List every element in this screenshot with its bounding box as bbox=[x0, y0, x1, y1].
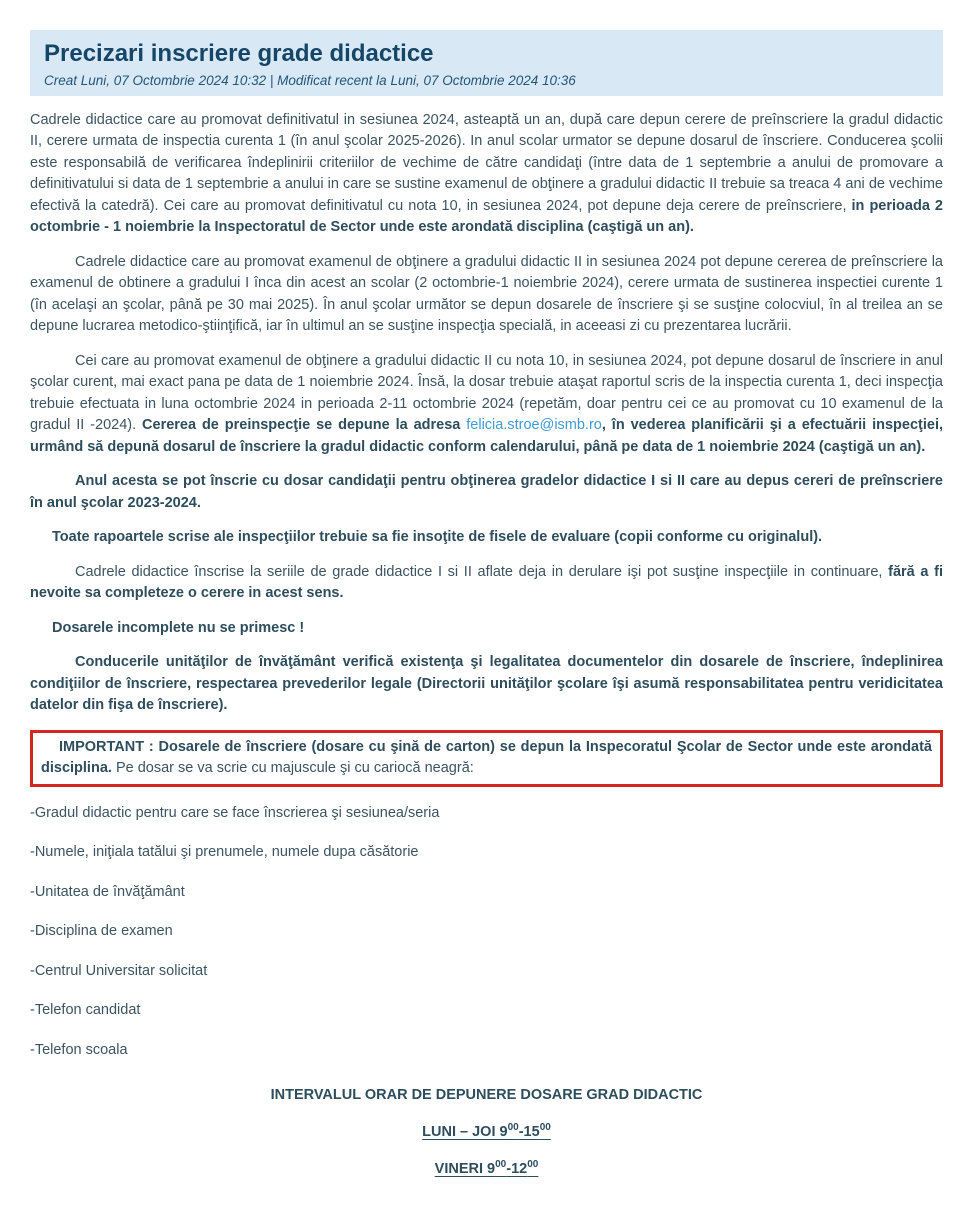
text-run: Cei care au promovat examenul de obţinere a gradului didactic II cu nota 10, in sesiunea 2024, pot depune dosarul de înscriere in anul şcolar curent, mai exact pana pe data de 1 noiembrie 2024. Însă, la dosar trebuie ataşat raportul scris de la inspectia curenta 1, deci inspecţia trebuie efectuata in luna octombrie 2024 in perioada 2-11 octombrie 2024 (repetăm, doar pentru cei ce au promovat cu 10 examenul de la gradul II -2024). bbox=[30, 352, 943, 434]
important-box bbox=[30, 730, 943, 787]
paragraph-6 bbox=[30, 562, 943, 605]
text-run: Cererea de preinspecţie se depune la adresa bbox=[142, 417, 467, 434]
requirements-list bbox=[30, 803, 943, 1062]
article-body bbox=[30, 110, 943, 1181]
important-paragraph bbox=[41, 737, 932, 780]
list-item: -Telefon candidat bbox=[30, 1002, 141, 1019]
text-run: -12 bbox=[506, 1161, 528, 1178]
schedule-hours-mon-thu bbox=[422, 1121, 551, 1140]
text-run: -15 bbox=[518, 1123, 540, 1140]
superscript-minutes: 00 bbox=[539, 1121, 551, 1133]
text-run: in perioada 2 octombrie - 1 noiembrie la Inspectoratul de Sector unde este arondată disciplina (caştigă un an). bbox=[30, 197, 943, 236]
article-header bbox=[30, 30, 943, 96]
text-run: IMPORTANT : Dosarele de înscriere (dosare cu şină de carton) se depun la Inspecoratul Şcolar de Sector unde este arondată disciplina. bbox=[41, 738, 932, 777]
schedule-section bbox=[30, 1085, 943, 1181]
paragraph-1 bbox=[30, 110, 943, 239]
paragraph-3 bbox=[30, 351, 943, 459]
text-run: Toate rapoartele scrise ale inspecţiilor trebuie sa fie insoţite de fisele de evaluare (copii conforme cu originalul). bbox=[52, 529, 823, 546]
paragraph-8 bbox=[30, 652, 943, 717]
text-run: Pe dosar se va scrie cu majuscule şi cu cariocă neagră: bbox=[111, 760, 474, 777]
text-run: Anul acesta se pot înscrie cu dosar candidaţii pentru obţinerea gradelor didactice I si II care au depus cereri de preînscriere în anul şcolar 2023-2024. bbox=[30, 473, 943, 511]
text-run: Cadrele didactice înscrise la seriile de grade didactice I si II aflate deja in derulare işi pot susţine inspecţiile in continuare, bbox=[75, 563, 889, 580]
superscript-minutes: 00 bbox=[495, 1159, 507, 1171]
paragraph-2 bbox=[30, 252, 943, 338]
superscript-minutes: 00 bbox=[527, 1159, 539, 1171]
list-item: -Unitatea de învăţământ bbox=[30, 883, 185, 900]
text-run: fără a fi nevoite sa completeze o cerere in acest sens. bbox=[30, 563, 943, 602]
page-title: Precizari inscriere grade didactice bbox=[44, 40, 434, 67]
text-run: Cadrele didactice care au promovat examenul de obţinere a gradului didactic II in sesiunea 2024 pot depune cererea de preînscriere la examenul de obtinere a gradului I înca din acest an scolar (2 octombrie-1 noiembrie 2024), cerere urmata de sustinerea inspectiei curente 1 (în acelaşi an şcolar, până pe 30 mai 2025). În anul şcolar următor se depun dosarele de înscriere şi se susţine colocviul, în al treilea an se depune lucrarea metodico-ştiinţifică, iar în ultimul an se susţine inspecţia specială, in aceeasi zi cu prezentarea lucrării. bbox=[30, 253, 943, 335]
article-meta: Creat Luni, 07 Octombrie 2024 10:32 | Modificat recent la Luni, 07 Octombrie 2024 10:36 bbox=[44, 72, 576, 88]
list-item: -Telefon scoala bbox=[30, 1041, 128, 1058]
paragraph-4 bbox=[30, 471, 943, 514]
text-run: VINERI 9 bbox=[434, 1161, 496, 1178]
list-item: -Disciplina de examen bbox=[30, 923, 173, 940]
text-run: Cadrele didactice care au promovat definitivatul in sesiunea 2024, asteaptă un an, după care depun cerere de preînscriere la gradul didactic II, cerere urmata de inspectia curenta 1 (în anul şcolar 2025-2026). In anul scolar urmator se depune dosarul de înscriere. Conducerea şcolii este responsabilă de verificarea îndeplinirii criteriilor de vechime de către candidaţi (între data de 1 septembrie a anului de promovare a definitivatului si data de 1 septembrie a anului in care se sustine examenul de obţinere a gradului didactic II trebuie sa treaca 4 ani de vechime efectivă la catedră). Cei care au promovat definitivatul cu nota 10, in sesiunea 2024, pot depune deja cerere de preînscriere, bbox=[30, 111, 943, 214]
superscript-minutes: 00 bbox=[507, 1121, 519, 1133]
email-link[interactable]: felicia.stroe@ismb.ro bbox=[466, 417, 602, 434]
schedule-hours-friday bbox=[435, 1161, 539, 1177]
text-run: , în vederea planificării şi a efectuării inspecţiei, urmând să depună dosarul de înscriere la gradul didactic conform calendarului, până pe data de 1 noiembrie 2024 (caştigă un an). bbox=[30, 417, 943, 455]
list-item: -Numele, iniţiala tatălui şi prenumele, numele dupa căsătorie bbox=[30, 844, 419, 861]
list-item: -Gradul didactic pentru care se face înscrierea şi sesiunea/seria bbox=[30, 804, 440, 821]
text-run: Conducerile unităţilor de învăţământ verifică existenţa şi legalitatea documentelor din dosarele de înscriere, îndeplinirea condiţiilor de înscriere, respectarea prevederilor legale (Directorii unităţilor şcolare îşi asumă responsabilitatea pentru veridicitatea datelor din fişa de înscriere). bbox=[30, 654, 943, 714]
text-run: Dosarele incomplete nu se primesc ! bbox=[52, 619, 305, 636]
schedule-line-friday bbox=[30, 1159, 943, 1181]
paragraph-7 bbox=[30, 618, 943, 640]
schedule-title: INTERVALUL ORAR DE DEPUNERE DOSARE GRAD DIDACTIC bbox=[270, 1087, 703, 1104]
text-run: LUNI – JOI 9 bbox=[422, 1123, 508, 1140]
schedule-line-monday-thursday bbox=[30, 1122, 943, 1144]
list-item: -Centrul Universitar solicitat bbox=[30, 962, 208, 979]
paragraph-5 bbox=[30, 527, 943, 549]
